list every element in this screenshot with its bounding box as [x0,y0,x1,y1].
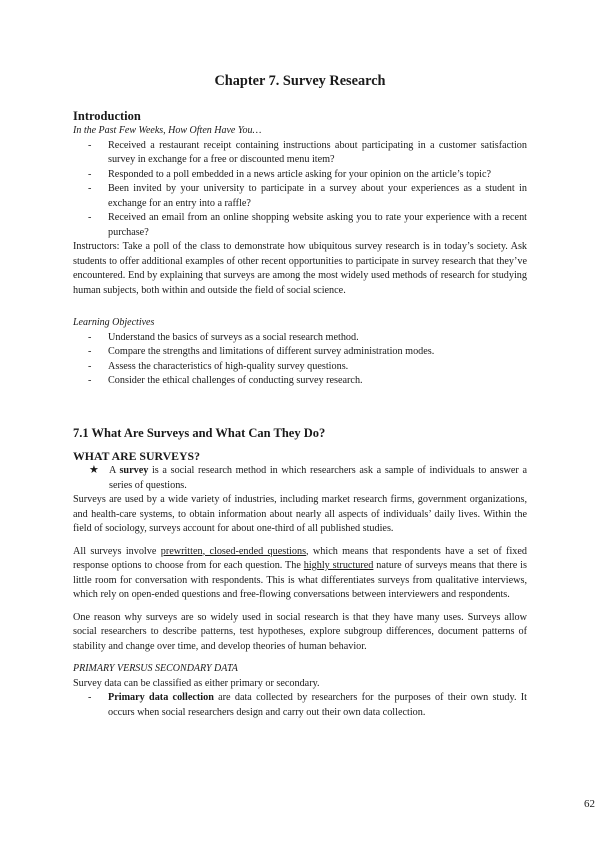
intro-section [73,109,527,298]
primary-intro: Survey data can be classified as either primary or secondary. [73,677,320,689]
intro-subheading: In the Past Few Weeks, How Often Have You… [73,125,262,136]
term-survey: survey [119,465,149,476]
paragraph-uses: Surveys are used by a wide variety of industries, including market research firms, government organizations, and health-care systems, to obtain information about nearly all aspects of individuals’ daily lives. Within the field of sociology, surveys account for about one-third of all published studies. [73,494,527,534]
list-item: - Received an email from an online shopping website asking you to rate your experience with a recent purchase? [88,212,527,238]
page-number: 62 [584,798,595,810]
term-primary: Primary data collection [108,692,214,703]
instructors-paragraph: Instructors: Take a poll of the class to demonstrate how ubiquitous survey research is in today’s society. Ask students to offer additional examples of other recent opportunities to participate in survey research that they’ve encountered. End by explaining that surveys are among the most widely used methods of research for studying human subjects, both within and outside the field of social science. [73,241,527,296]
definition-list [73,464,527,493]
intro-list [73,139,527,241]
definition-item: ★ A survey is a social research method in which researchers ask a sample of individuals to answer a series of questions. [89,464,527,491]
objectives-list [73,331,527,389]
list-item: - Responded to a poll embedded in a news article asking for your opinion on the article’s topic? [88,168,492,180]
intro-heading: Introduction [73,109,141,123]
underlined-term: prewritten, closed-ended questions [160,545,307,557]
list-item: - Assess the characteristics of high-quality survey questions. [88,360,349,372]
chapter-title: Chapter 7. Survey Research [214,73,386,89]
objectives-heading: Learning Objectives [73,317,155,328]
list-item: - Primary data collection are data collected by researchers for the purposes of their own study. It occurs when social researchers design and carry out their own data collection. [88,692,528,718]
section-heading: 7.1 What Are Surveys and What Can They Do? [73,426,326,440]
primary-secondary-heading: PRIMARY VERSUS SECONDARY DATA [73,663,238,674]
paragraph-many-uses: One reason why surveys are so widely used in social research is that they have many uses. Surveys allow social researchers to describe patterns, test hypotheses, explore subgroup differences, document patterns of stability and change over time, and develop theories of human behavior. [73,611,527,652]
paragraph-closed-ended: All surveys involve prewritten, closed-ended questions, which means that respondents have a set of fixed response options to choose from for each question. The highly structured nature of surveys means that there is little room for conversation with respondents. This is what differentiates surveys from qualitative interviews, which rely on open-ended questions and free-flowing conversations between interviewers and respondents. [73,545,527,600]
list-item: - Received a restaurant receipt containing instructions about participating in a customer satisfaction survey in exchange for a free or discounted menu item? [88,139,527,165]
section-7-1 [73,426,527,720]
list-item: - Consider the ethical challenges of conducting survey research. [88,375,363,386]
underlined-term: highly structured [303,560,374,571]
star-icon: ★ [89,464,99,476]
objectives-section [73,316,527,389]
primary-list [73,691,527,720]
list-item: - Understand the basics of surveys as a social research method. [88,331,359,343]
section-subheading: WHAT ARE SURVEYS? [73,449,200,463]
list-item: - Been invited by your university to participate in a survey about your experiences as a student in exchange for an entry into a raffle? [88,183,527,209]
list-item: - Compare the strengths and limitations of different survey administration modes. [88,346,435,357]
